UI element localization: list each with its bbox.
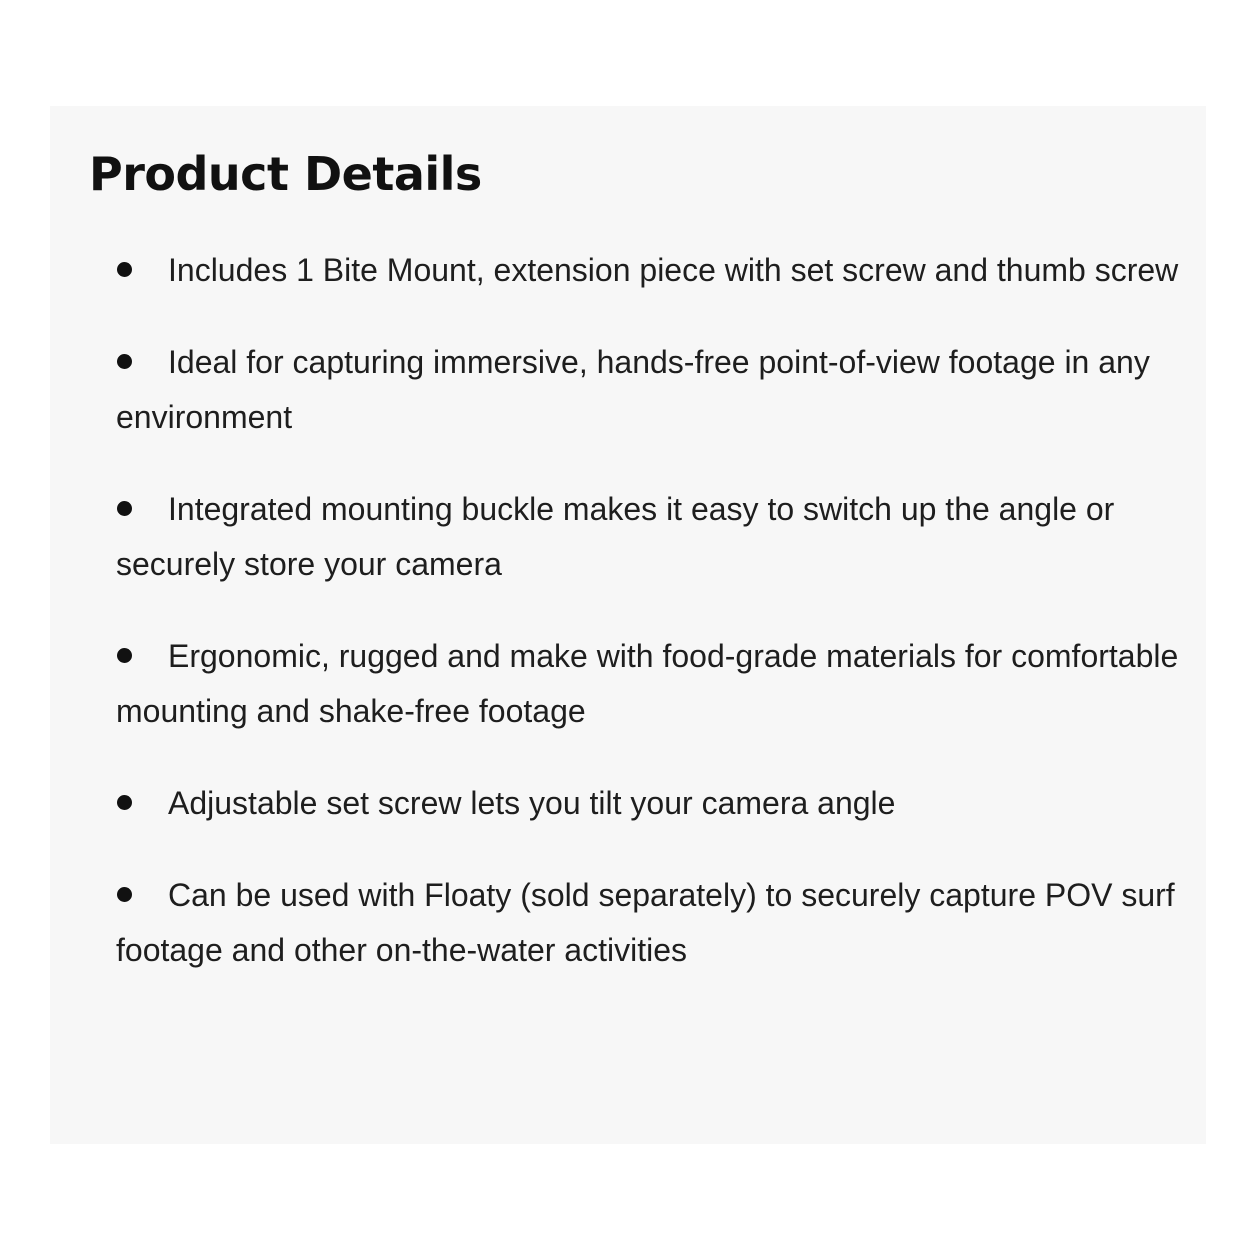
bullet-icon (117, 501, 132, 516)
list-item (116, 868, 1186, 978)
list-item-text: Ergonomic, rugged and make with food-grade materials for comfortable mounting and shake-free footage (116, 638, 1179, 729)
bullet-icon (117, 887, 132, 902)
feature-list (116, 243, 1186, 1015)
list-item-text: Includes 1 Bite Mount, extension piece with set screw and thumb screw (168, 252, 1179, 288)
list-item-text: Can be used with Floaty (sold separately) to securely capture POV surf footage and other on-the-water activities (116, 877, 1175, 968)
list-item (116, 482, 1186, 592)
list-item-text: Adjustable set screw lets you tilt your camera angle (168, 785, 896, 821)
list-item-text: Ideal for capturing immersive, hands-free point-of-view footage in any environment (116, 344, 1150, 435)
bullet-icon (117, 354, 132, 369)
list-item (116, 243, 1186, 298)
bullet-icon (117, 648, 132, 663)
bullet-icon (117, 262, 132, 277)
list-item-text: Integrated mounting buckle makes it easy to switch up the angle or securely store your camera (116, 491, 1115, 582)
list-item (116, 629, 1186, 739)
bullet-icon (117, 795, 132, 810)
list-item (116, 335, 1186, 445)
section-title: Product Details (89, 147, 482, 201)
list-item (116, 776, 1186, 831)
product-details-panel (50, 106, 1206, 1144)
